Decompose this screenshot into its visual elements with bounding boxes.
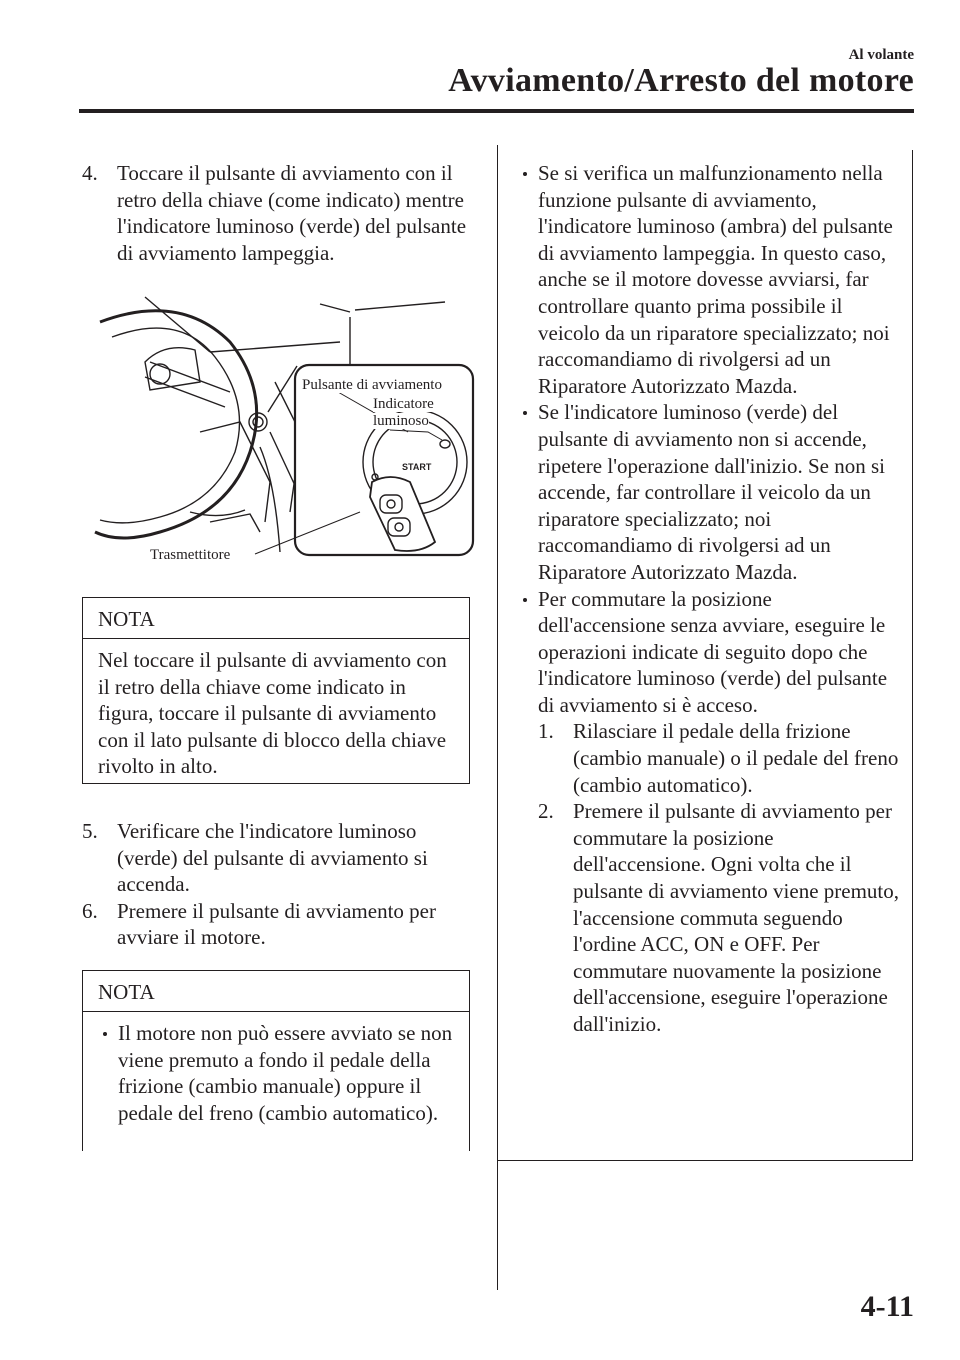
substep-number: 1. — [538, 719, 554, 744]
bullet-dot — [98, 1020, 118, 1126]
page-title: Avviamento/Arresto del motore — [448, 62, 914, 99]
bullet-dot — [518, 160, 538, 399]
label-transmitter: Trasmettitore — [150, 547, 231, 563]
bullet-switch-position: Per commutare la posizione dell'accensione senza avviare, eseguire le operazioni indicate di seguito dopo che l'indicatore luminoso (verde) del pulsante di avviamento si è acceso. — [518, 586, 902, 719]
note-heading: NOTA — [83, 598, 469, 639]
label-indicator-line1: Indicatore — [373, 396, 434, 412]
substep-text: Premere il pulsante di avviamento per commutare la posizione dell'accensione. Ogni volta che il pulsante di avviamento viene premuto, l'accensione commuta seguendo l'ordine ACC, ON e OFF. Per commutare nuovamente la posizione dell'accensione, eseguire l'operazione dall'inizio. — [573, 799, 899, 1036]
note-box-2 — [82, 970, 470, 1151]
start-engraving: START — [402, 462, 432, 472]
step-number: 6. — [82, 898, 98, 923]
step-4 — [82, 160, 472, 266]
note-box-1 — [82, 597, 470, 784]
note-heading: NOTA — [83, 971, 469, 1012]
label-indicator-line2: luminoso — [373, 413, 429, 429]
page-number: 4-11 — [860, 1290, 914, 1323]
step-text: Verificare che l'indicatore luminoso (verde) del pulsante di avviamento si accenda. — [117, 819, 428, 897]
right-column — [518, 160, 902, 1038]
bullet-not-lit: Se l'indicatore luminoso (verde) del pulsante di avviamento non si accende, ripetere l'operazione dall'inizio. Se non si accende, far controllare il veicolo da un riparatore specializzato; noi raccomandiamo di rivolgersi ad un Riparatore Autorizzato Mazda. — [518, 399, 902, 585]
substep-2 — [538, 798, 902, 1037]
bullet-malfunction: Se si verifica un malfunzionamento nella funzione pulsante di avviamento, l'indicatore luminoso (ambra) del pulsante di avviamento lampeggia. In questo caso, anche se il motore dovesse avviarsi, far controllare quanto prima possibile il veicolo da un riparatore specializzato; noi raccomandiamo di rivolgersi ad un Riparatore Autorizzato Mazda. — [518, 160, 902, 399]
steps-5-6 — [82, 818, 472, 951]
step-text: Premere il pulsante di avviamento per avviare il motore. — [117, 898, 436, 950]
step-6 — [82, 898, 472, 951]
bullet-dot — [518, 586, 538, 719]
note-bullet: Il motore non può essere avviato se non viene premuto a fondo il pedale della frizione (cambio manuale) oppure il pedale del freno (cambio automatico). — [98, 1020, 459, 1126]
substep-text: Rilasciare il pedale della frizione (cambio manuale) o il pedale del freno (cambio automatico). — [573, 719, 899, 797]
label-start-button: Pulsante di avviamento — [302, 377, 442, 393]
step-5 — [82, 818, 472, 898]
bullet-dot — [518, 399, 538, 585]
step-text: Toccare il pulsante di avviamento con il retro della chiave (come indicato) mentre l'indicatore luminoso (verde) del pulsante di avviamento lampeggia. — [117, 161, 467, 265]
step-number: 4. — [82, 161, 98, 185]
step-number: 5. — [82, 819, 98, 843]
header-rule — [79, 109, 914, 113]
substep-number: 2. — [538, 799, 554, 824]
start-button-illustration — [90, 282, 475, 574]
section-label: Al volante — [848, 47, 914, 63]
substep-1 — [538, 718, 902, 798]
note-text: Nel toccare il pulsante di avviamento con il retro della chiave come indicato in figura, toccare il pulsante di avviamento con il lato pulsante di blocco della chiave rivolto in alto. — [98, 648, 447, 779]
